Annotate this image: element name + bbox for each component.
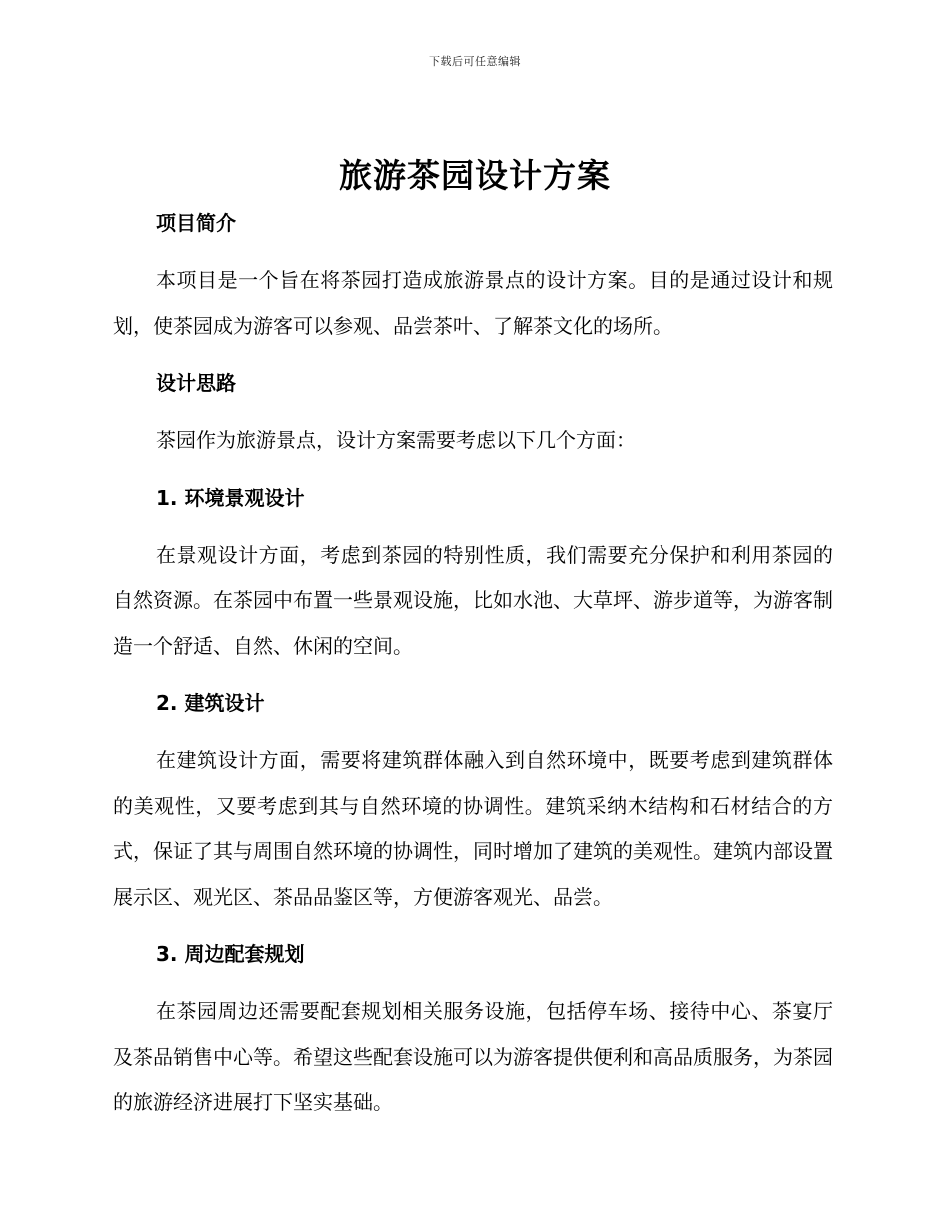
section-heading-facilities: 3. 周边配套规划 (156, 942, 305, 966)
section-paragraph-design-idea: 茶园作为旅游景点，设计方案需要考虑以下几个方面： (156, 428, 636, 452)
section-paragraph-overview: 本项目是一个旨在将茶园打造成旅游景点的设计方案。目的是通过设计和规划，使茶园成为游客可以参观、品尝茶叶、了解茶文化的场所。 (113, 268, 833, 338)
document-title: 旅游茶园设计方案 (339, 156, 611, 195)
section-heading-design-idea: 设计思路 (156, 371, 236, 395)
section-paragraph-facilities: 在茶园周边还需要配套规划相关服务设施，包括停车场、接待中心、茶宴厅及茶品销售中心等。希望这些配套设施可以为游客提供便利和高品质服务，为茶园的旅游经济进展打下坚实基础。 (113, 999, 833, 1114)
section-heading-overview: 项目简介 (156, 211, 236, 235)
section-paragraph-landscape: 在景观设计方面，考虑到茶园的特别性质，我们需要充分保护和利用茶园的自然资源。在茶园中布置一些景观设施，比如水池、大草坪、游步道等，为游客制造一个舒适、自然、休闲的空间。 (113, 542, 833, 658)
section-heading-architecture: 2. 建筑设计 (156, 691, 265, 715)
header-note: 下载后可任意编辑 (429, 55, 521, 68)
section-paragraph-architecture: 在建筑设计方面，需要将建筑群体融入到自然环境中，既要考虑到建筑群体的美观性，又要考虑到其与自然环境的协调性。建筑采纳木结构和石材结合的方式，保证了其与周围自然环境的协调性，同时增加了建筑的美观性。建筑内部设置展示区、观光区、茶品品鉴区等，方便游客观光、品尝。 (113, 748, 833, 909)
section-heading-landscape: 1. 环境景观设计 (156, 485, 305, 510)
document-body (113, 201, 833, 1126)
